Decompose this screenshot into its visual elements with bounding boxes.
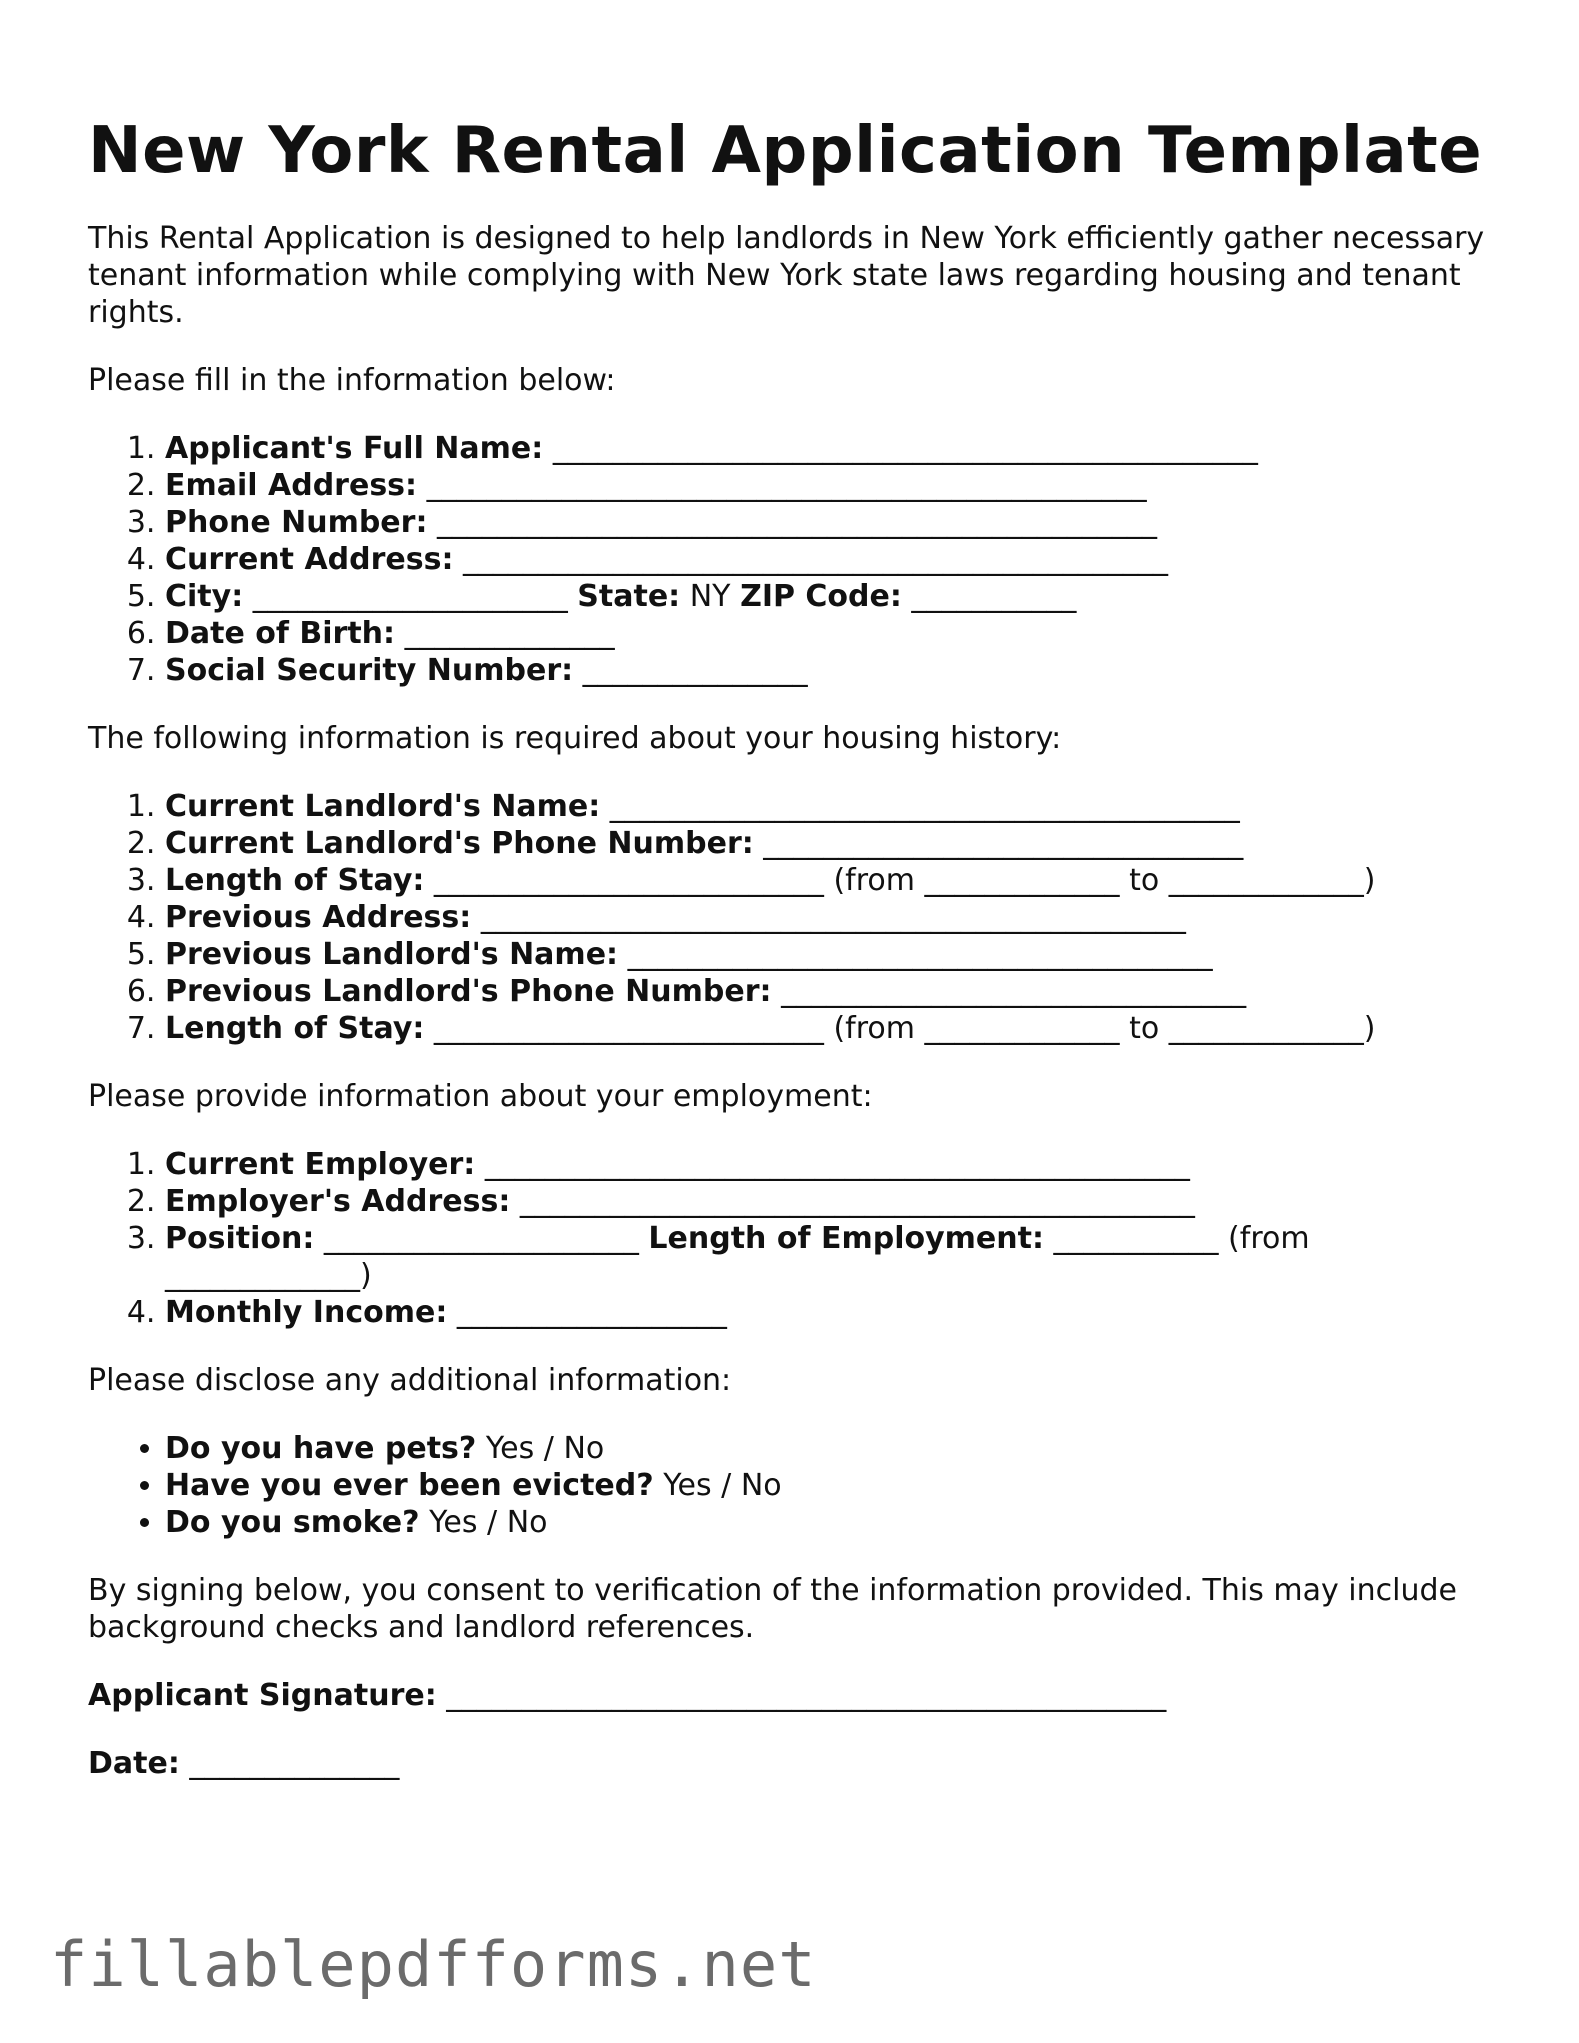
to-text: to: [1129, 863, 1160, 898]
stay-to-field[interactable]: _____________): [1168, 1011, 1376, 1046]
list-item: [165, 430, 1508, 467]
document-page: [88, 106, 1508, 1813]
list-item: [165, 467, 1508, 504]
to-text: to: [1129, 1011, 1160, 1046]
current-landlord-field[interactable]: __________________________________________: [609, 789, 1240, 824]
watermark: fillablepdfforms.net: [50, 1928, 817, 2001]
zip-label: ZIP Code:: [740, 579, 902, 614]
document-title: New York Rental Application Template: [88, 114, 1483, 188]
city-field[interactable]: _____________________: [252, 579, 568, 614]
from-text: (from: [833, 1011, 915, 1046]
list-item: [165, 1294, 1508, 1331]
intro-paragraph: This Rental Application is designed to help landlords in New York efficiently gather necessary tenant information while complying with New York state laws regarding housing and tenant rights.: [88, 221, 1485, 330]
list-item: [165, 1220, 1508, 1294]
position-field[interactable]: _____________________: [323, 1221, 639, 1256]
list-item: [165, 1183, 1508, 1220]
personal-info-list: [88, 430, 1508, 689]
state-label: State:: [577, 579, 681, 614]
ssn-label: Social Security Number:: [165, 653, 574, 688]
list-item: [165, 899, 1508, 936]
dob-label: Date of Birth:: [165, 616, 396, 651]
employment-from-field[interactable]: _____________): [165, 1258, 372, 1293]
additional-info-list: [88, 1430, 1508, 1541]
email-label: Email Address:: [165, 468, 418, 503]
phone-label: Phone Number:: [165, 505, 428, 540]
monthly-income-field[interactable]: __________________: [456, 1295, 727, 1330]
dob-field[interactable]: ______________: [404, 616, 615, 651]
state-value: NY: [689, 579, 731, 614]
employer-address-field[interactable]: _____________________________________________: [519, 1184, 1195, 1219]
previous-address-field[interactable]: _______________________________________________: [480, 900, 1186, 935]
city-label: City:: [165, 579, 244, 614]
list-item: [165, 615, 1508, 652]
list-item: [165, 1010, 1508, 1047]
current-address-label: Current Address:: [165, 542, 454, 577]
list-item: [165, 936, 1508, 973]
signature-label: Applicant Signature:: [88, 1678, 437, 1713]
from-text: (from: [833, 863, 915, 898]
pets-question: Do you have pets?: [165, 1431, 477, 1466]
ssn-field[interactable]: _______________: [582, 653, 808, 688]
position-label: Position:: [165, 1221, 315, 1256]
full-name-label: Applicant's Full Name:: [165, 431, 544, 466]
previous-landlord-phone-field[interactable]: _______________________________: [781, 974, 1247, 1009]
list-item: [165, 862, 1508, 899]
list-item: [165, 1504, 1508, 1541]
signature-field[interactable]: ________________________________________________: [446, 1678, 1167, 1713]
from-text: (from: [1228, 1221, 1310, 1256]
length-of-stay-field[interactable]: __________________________: [433, 863, 824, 898]
list-item: [165, 504, 1508, 541]
employment-heading: Please provide information about your employment:: [88, 1079, 873, 1114]
length-of-stay-label: Length of Stay:: [165, 1011, 425, 1046]
current-landlord-phone-label: Current Landlord's Phone Number:: [165, 826, 754, 861]
smoke-question: Do you smoke?: [165, 1505, 420, 1540]
evicted-answer-options[interactable]: Yes / No: [663, 1468, 782, 1503]
date-field[interactable]: ______________: [189, 1746, 400, 1781]
list-item: [165, 788, 1508, 825]
previous-address-label: Previous Address:: [165, 900, 472, 935]
length-of-employment-label: Length of Employment:: [648, 1221, 1044, 1256]
previous-landlord-label: Previous Landlord's Name:: [165, 937, 619, 972]
list-item: [165, 973, 1508, 1010]
current-landlord-phone-field[interactable]: ________________________________: [763, 826, 1244, 861]
current-landlord-label: Current Landlord's Name:: [165, 789, 601, 824]
current-address-field[interactable]: _______________________________________________: [463, 542, 1169, 577]
list-item: [165, 825, 1508, 862]
list-item: [165, 1146, 1508, 1183]
evicted-question: Have you ever been evicted?: [165, 1468, 654, 1503]
housing-history-list: [88, 788, 1508, 1047]
date-label: Date:: [88, 1746, 180, 1781]
list-item: [165, 652, 1508, 689]
list-item: [165, 1467, 1508, 1504]
monthly-income-label: Monthly Income:: [165, 1295, 448, 1330]
list-item: [165, 541, 1508, 578]
list-item: [165, 578, 1508, 615]
employment-list: [88, 1146, 1508, 1331]
personal-info-heading: Please fill in the information below:: [88, 363, 616, 398]
stay-to-field[interactable]: _____________): [1168, 863, 1376, 898]
full-name-field[interactable]: _______________________________________________: [552, 431, 1258, 466]
email-field[interactable]: ________________________________________________: [426, 468, 1147, 503]
additional-info-heading: Please disclose any additional information:: [88, 1363, 732, 1398]
smoke-answer-options[interactable]: Yes / No: [429, 1505, 548, 1540]
length-of-employment-field[interactable]: ___________: [1053, 1221, 1219, 1256]
employer-field[interactable]: _______________________________________________: [484, 1147, 1190, 1182]
zip-field[interactable]: ___________: [911, 579, 1077, 614]
housing-history-heading: The following information is required about your housing history:: [88, 721, 1062, 756]
phone-field[interactable]: ________________________________________________: [437, 505, 1157, 540]
previous-landlord-phone-label: Previous Landlord's Phone Number:: [165, 974, 772, 1009]
consent-paragraph: By signing below, you consent to verification of the information provided. This may include background checks and landlord references.: [88, 1573, 1457, 1645]
stay-from-field[interactable]: _____________: [924, 863, 1120, 898]
length-of-stay-label: Length of Stay:: [165, 863, 425, 898]
employer-address-label: Employer's Address:: [165, 1184, 511, 1219]
date-line: [88, 1745, 1508, 1782]
previous-landlord-field[interactable]: _______________________________________: [627, 937, 1213, 972]
pets-answer-options[interactable]: Yes / No: [485, 1431, 605, 1466]
stay-from-field[interactable]: _____________: [924, 1011, 1120, 1046]
length-of-stay-field[interactable]: __________________________: [433, 1011, 824, 1046]
signature-line: [88, 1677, 1508, 1714]
list-item: [165, 1430, 1508, 1467]
employer-label: Current Employer:: [165, 1147, 476, 1182]
